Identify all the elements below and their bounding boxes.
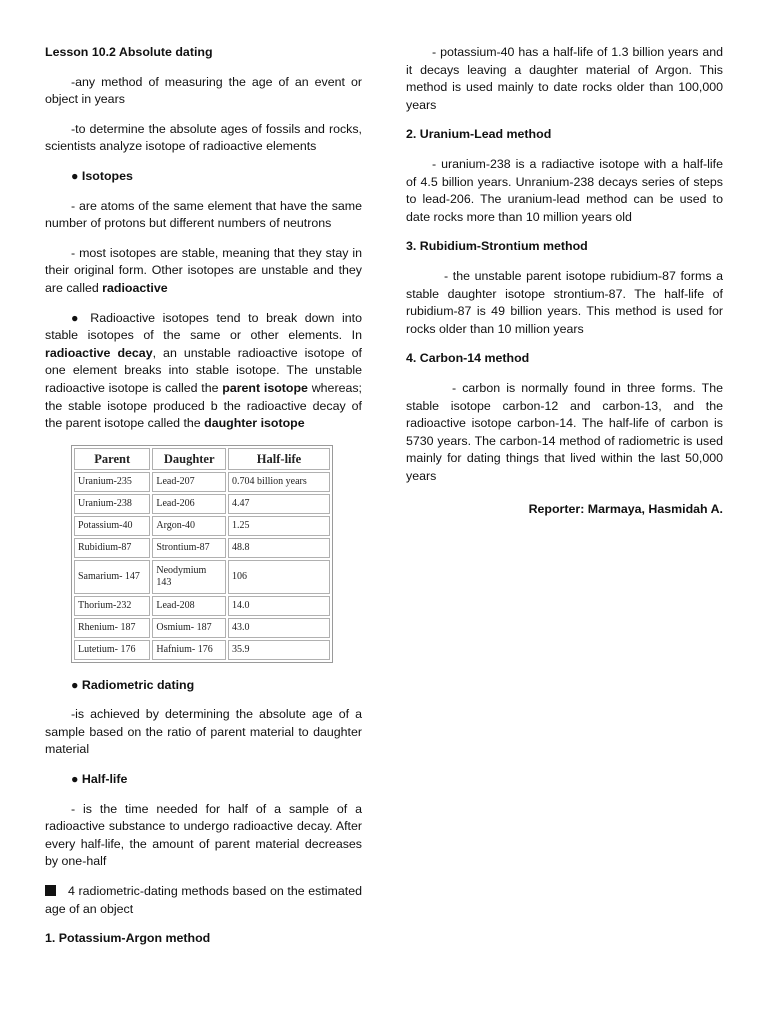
table-row (74, 596, 330, 616)
cell-daughter: Lead-208 (152, 596, 226, 616)
parent-isotope-term: parent isotope (222, 380, 308, 395)
right-column (406, 44, 723, 531)
cell-parent: Potassium-40 (74, 516, 150, 536)
table-header-row (74, 448, 330, 470)
daughter-isotope-term: daughter isotope (204, 416, 305, 431)
stable-isotopes-paragraph (45, 245, 362, 298)
radiometric-paragraph: -is achieved by determining the absolute age of a sample based on the ratio of parent material to daughter material (45, 707, 362, 757)
definition-paragraph: -any method of measuring the age of an event or object in years (45, 74, 362, 107)
method-4-heading: 4. Carbon-14 method (406, 351, 530, 366)
cell-daughter: Argon-40 (152, 516, 226, 536)
cell-parent: Thorium-232 (74, 596, 150, 616)
cell-half-life: 0.704 billion years (228, 472, 330, 492)
cell-half-life: 43.0 (228, 618, 330, 638)
table-row (74, 494, 330, 514)
cell-half-life: 35.9 (228, 640, 330, 660)
table-row (74, 640, 330, 660)
cell-half-life: 14.0 (228, 596, 330, 616)
half-life-heading: ● Half-life (71, 772, 128, 787)
carbon-14-paragraph: - carbon is normally found in three forms. The stable isotope carbon-12 and carbon-13, and the radioactive isotope carbon-14. The half-life of carbon is 5730 years. The carbon-14 method of radiometric is used mainly for dating things that lived within the last 50,000 years (406, 380, 723, 483)
col-header-daughter: Daughter (152, 448, 226, 470)
isotopes-definition: - are atoms of the same element that have the same number of protons but different numbers of neutrons (45, 198, 362, 231)
potassium-argon-paragraph: - potassium-40 has a half-life of 1.3 billion years and it decays leaving a daughter material of Argon. This method is used mainly to date rocks older than 100,000 years (406, 45, 723, 112)
cell-daughter: Strontium-87 (152, 538, 226, 558)
lesson-title: Lesson 10.2 Absolute dating (45, 45, 213, 59)
cell-daughter: Lead-207 (152, 472, 226, 492)
method-3-heading: 3. Rubidium-Strontium method (406, 239, 588, 254)
decay-text-a: ● Radioactive isotopes tend to break down into stable isotopes of the same or other elements. In (45, 310, 362, 343)
cell-parent: Rhenium- 187 (74, 618, 150, 638)
radioactive-term: radioactive (102, 280, 168, 295)
radioactive-decay-term: radioactive decay (45, 345, 153, 360)
decay-text-c: , an unstable radioactive isotope of one element breaks into stable isotope. The unstable radioactive isotope is called the (45, 345, 362, 395)
table-row (74, 618, 330, 638)
cell-half-life: 106 (228, 560, 330, 594)
cell-daughter: Neodymium 143 (152, 560, 226, 594)
half-life-paragraph: - is the time needed for half of a sample of a radioactive substance to undergo radioactive decay. After every half-life, the amount of parent material decreases by one-half (45, 801, 362, 869)
decay-text-e: whereas; the stable isotope produced b the radioactive decay of the parent isotope called the (45, 380, 362, 431)
table-row (74, 538, 330, 558)
methods-intro-text: 4 radiometric-dating methods based on the estimated age of an object (45, 884, 362, 916)
methods-intro (45, 883, 362, 918)
left-column (45, 44, 362, 960)
square-bullet-icon (45, 885, 56, 896)
cell-daughter: Hafnium- 176 (152, 640, 226, 660)
reporter-credit: Reporter: Marmaya, Hasmidah A. (528, 502, 723, 517)
isotope-table (71, 445, 333, 663)
isotopes-heading: ● Isotopes (71, 168, 133, 183)
cell-parent: Lutetium- 176 (74, 640, 150, 660)
rubidium-strontium-paragraph: - the unstable parent isotope rubidium-87 forms a stable daughter isotope strontium-87. The half-life of rubidium-87 is 49 billion years. This method is used for rocks older than 10 million years (406, 268, 723, 336)
table-row (74, 472, 330, 492)
method-2-heading: 2. Uranium-Lead method (406, 127, 552, 142)
cell-daughter: Lead-206 (152, 494, 226, 514)
method-1-heading: 1. Potassium-Argon method (45, 931, 211, 946)
radiometric-heading: ● Radiometric dating (71, 677, 195, 692)
stable-text: - most isotopes are stable, meaning that they stay in their original form. Other isotopes are unstable and they are called (45, 245, 362, 295)
cell-half-life: 48.8 (228, 538, 330, 558)
col-header-half-life: Half-life (228, 448, 330, 470)
cell-parent: Uranium-238 (74, 494, 150, 514)
col-header-parent: Parent (74, 448, 150, 470)
cell-parent: Samarium- 147 (74, 560, 150, 594)
cell-half-life: 1.25 (228, 516, 330, 536)
cell-parent: Uranium-235 (74, 472, 150, 492)
cell-daughter: Osmium- 187 (152, 618, 226, 638)
table-row (74, 560, 330, 594)
table-row (74, 516, 330, 536)
cell-parent: Rubidium-87 (74, 538, 150, 558)
purpose-paragraph: -to determine the absolute ages of fossils and rocks, scientists analyze isotope of radioactive elements (45, 121, 362, 154)
uranium-lead-paragraph: - uranium-238 is a radiactive isotope with a half-life of 4.5 billion years. Unranium-238 decays series of steps to lead-206. The uranium-lead method can be used to date rocks more than 10 million years old (406, 156, 723, 224)
cell-half-life: 4.47 (228, 494, 330, 514)
radioactive-decay-paragraph (45, 310, 362, 433)
